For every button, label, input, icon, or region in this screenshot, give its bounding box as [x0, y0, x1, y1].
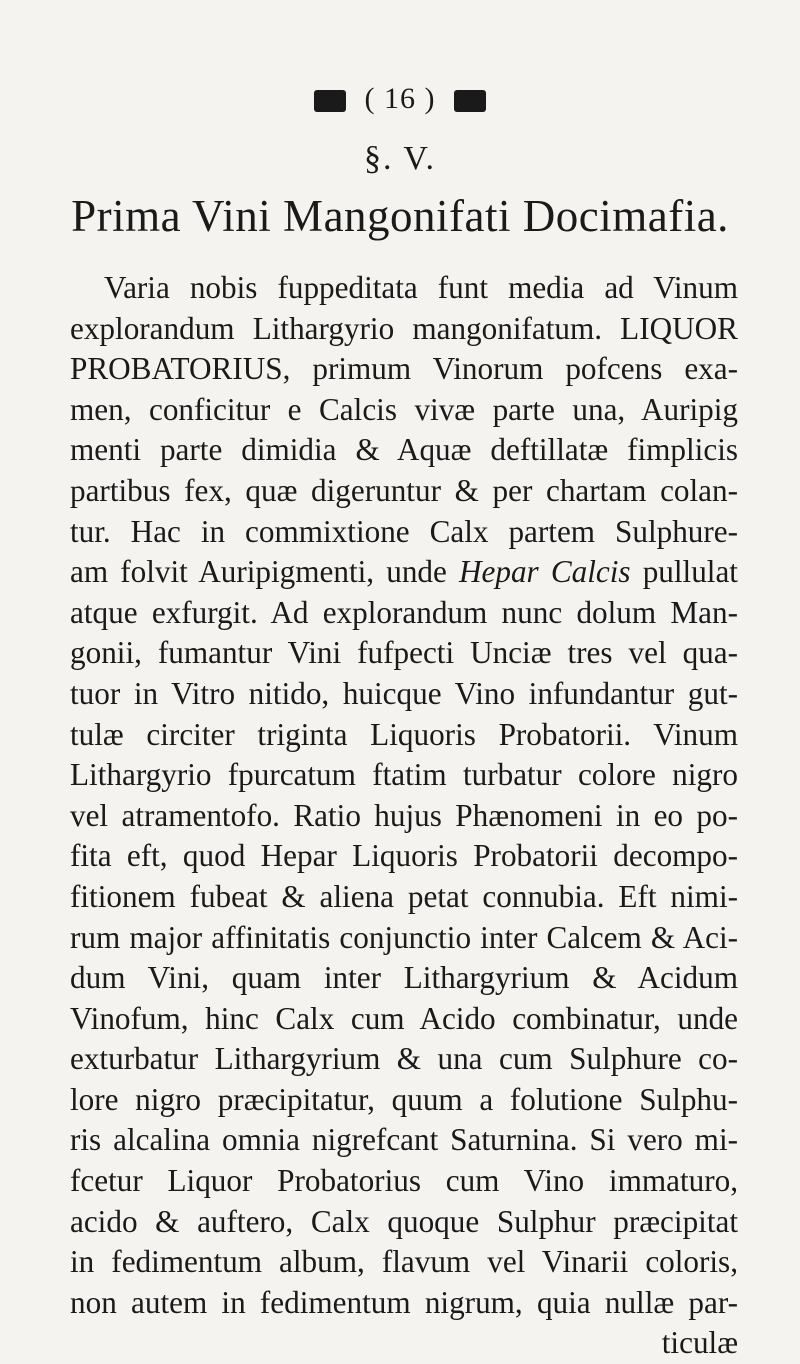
body-text [70, 268, 738, 1364]
text-line: acido & auftero, Calx quoque Sulphur præcipitat [70, 1203, 738, 1239]
text-line: vel atramentofo. Ratio hujus Phænomeni in eo po- [70, 797, 738, 833]
ornament-right-icon [454, 90, 486, 112]
text-line: fitionem fubeat & aliena petat connubia. Eft nimi- [70, 878, 738, 914]
text-line: gonii, fumantur Vini fufpecti Unciæ tres vel qua- [70, 635, 738, 671]
text-line: fita eft, quod Hepar Liquoris Probatorii decompo- [70, 838, 738, 874]
text-segment: pullulat [630, 554, 738, 590]
page-title: Prima Vini Mangonifati Docimafia. [71, 191, 729, 241]
text-segment: am folvit Auripigmenti, unde [70, 554, 459, 590]
text-line: in fedimentum album, flavum vel Vinarii coloris, [70, 1244, 738, 1280]
text-line: fcetur Liquor Probatorius cum Vino immaturo, [70, 1163, 738, 1199]
text-line: tulæ circiter triginta Liquoris Probatorii. Vinum [70, 716, 738, 752]
section-heading: §. V. [363, 140, 437, 177]
text-line: Lithargyrio fpurcatum ftatim turbatur colore nigro [70, 757, 738, 793]
text-line: rum major affinitatis conjunctio inter Calcem & Aci- [70, 919, 738, 955]
text-line: menti parte dimidia & Aquæ deftillatæ fimplicis [70, 432, 738, 468]
italic-term: Hepar Calcis [459, 554, 631, 590]
page-number: ( 16 ) [364, 82, 436, 115]
text-line: exturbatur Lithargyrium & una cum Sulphure co- [70, 1041, 738, 1077]
text-line: explorandum Lithargyrio mangonifatum. LIQUOR [70, 310, 738, 346]
text-line: Varia nobis fuppeditata funt media ad Vinum [104, 270, 738, 305]
text-line: lore nigro præcipitatur, quum a folutione Sulphu- [70, 1081, 738, 1117]
text-line: ris alcalina omnia nigrefcant Saturnina. Si vero mi- [70, 1122, 738, 1158]
ornament-left-icon [314, 90, 346, 112]
text-line: dum Vini, quam inter Lithargyrium & Acidum [70, 960, 738, 996]
text-line: Vinofum, hinc Calx cum Acido combinatur, unde [70, 1000, 738, 1036]
text-line: partibus fex, quæ digeruntur & per chartam colan- [70, 472, 738, 508]
text-line: men, conficitur e Calcis vivæ parte una, Auripig [70, 391, 738, 427]
catchword: ticulæ [661, 1325, 738, 1361]
text-line [70, 552, 738, 593]
text-line: tuor in Vitro nitido, huicque Vino infundantur gut- [70, 675, 738, 711]
text-line: tur. Hac in commixtione Calx partem Sulphure- [70, 513, 738, 549]
text-line: non autem in fedimentum nigrum, quia nullæ par- [70, 1284, 738, 1320]
page-header [0, 82, 800, 116]
text-line: PROBATORIUS, primum Vinorum pofcens exa- [70, 351, 738, 387]
text-line: atque exfurgit. Ad explorandum nunc dolum Man- [70, 594, 738, 630]
